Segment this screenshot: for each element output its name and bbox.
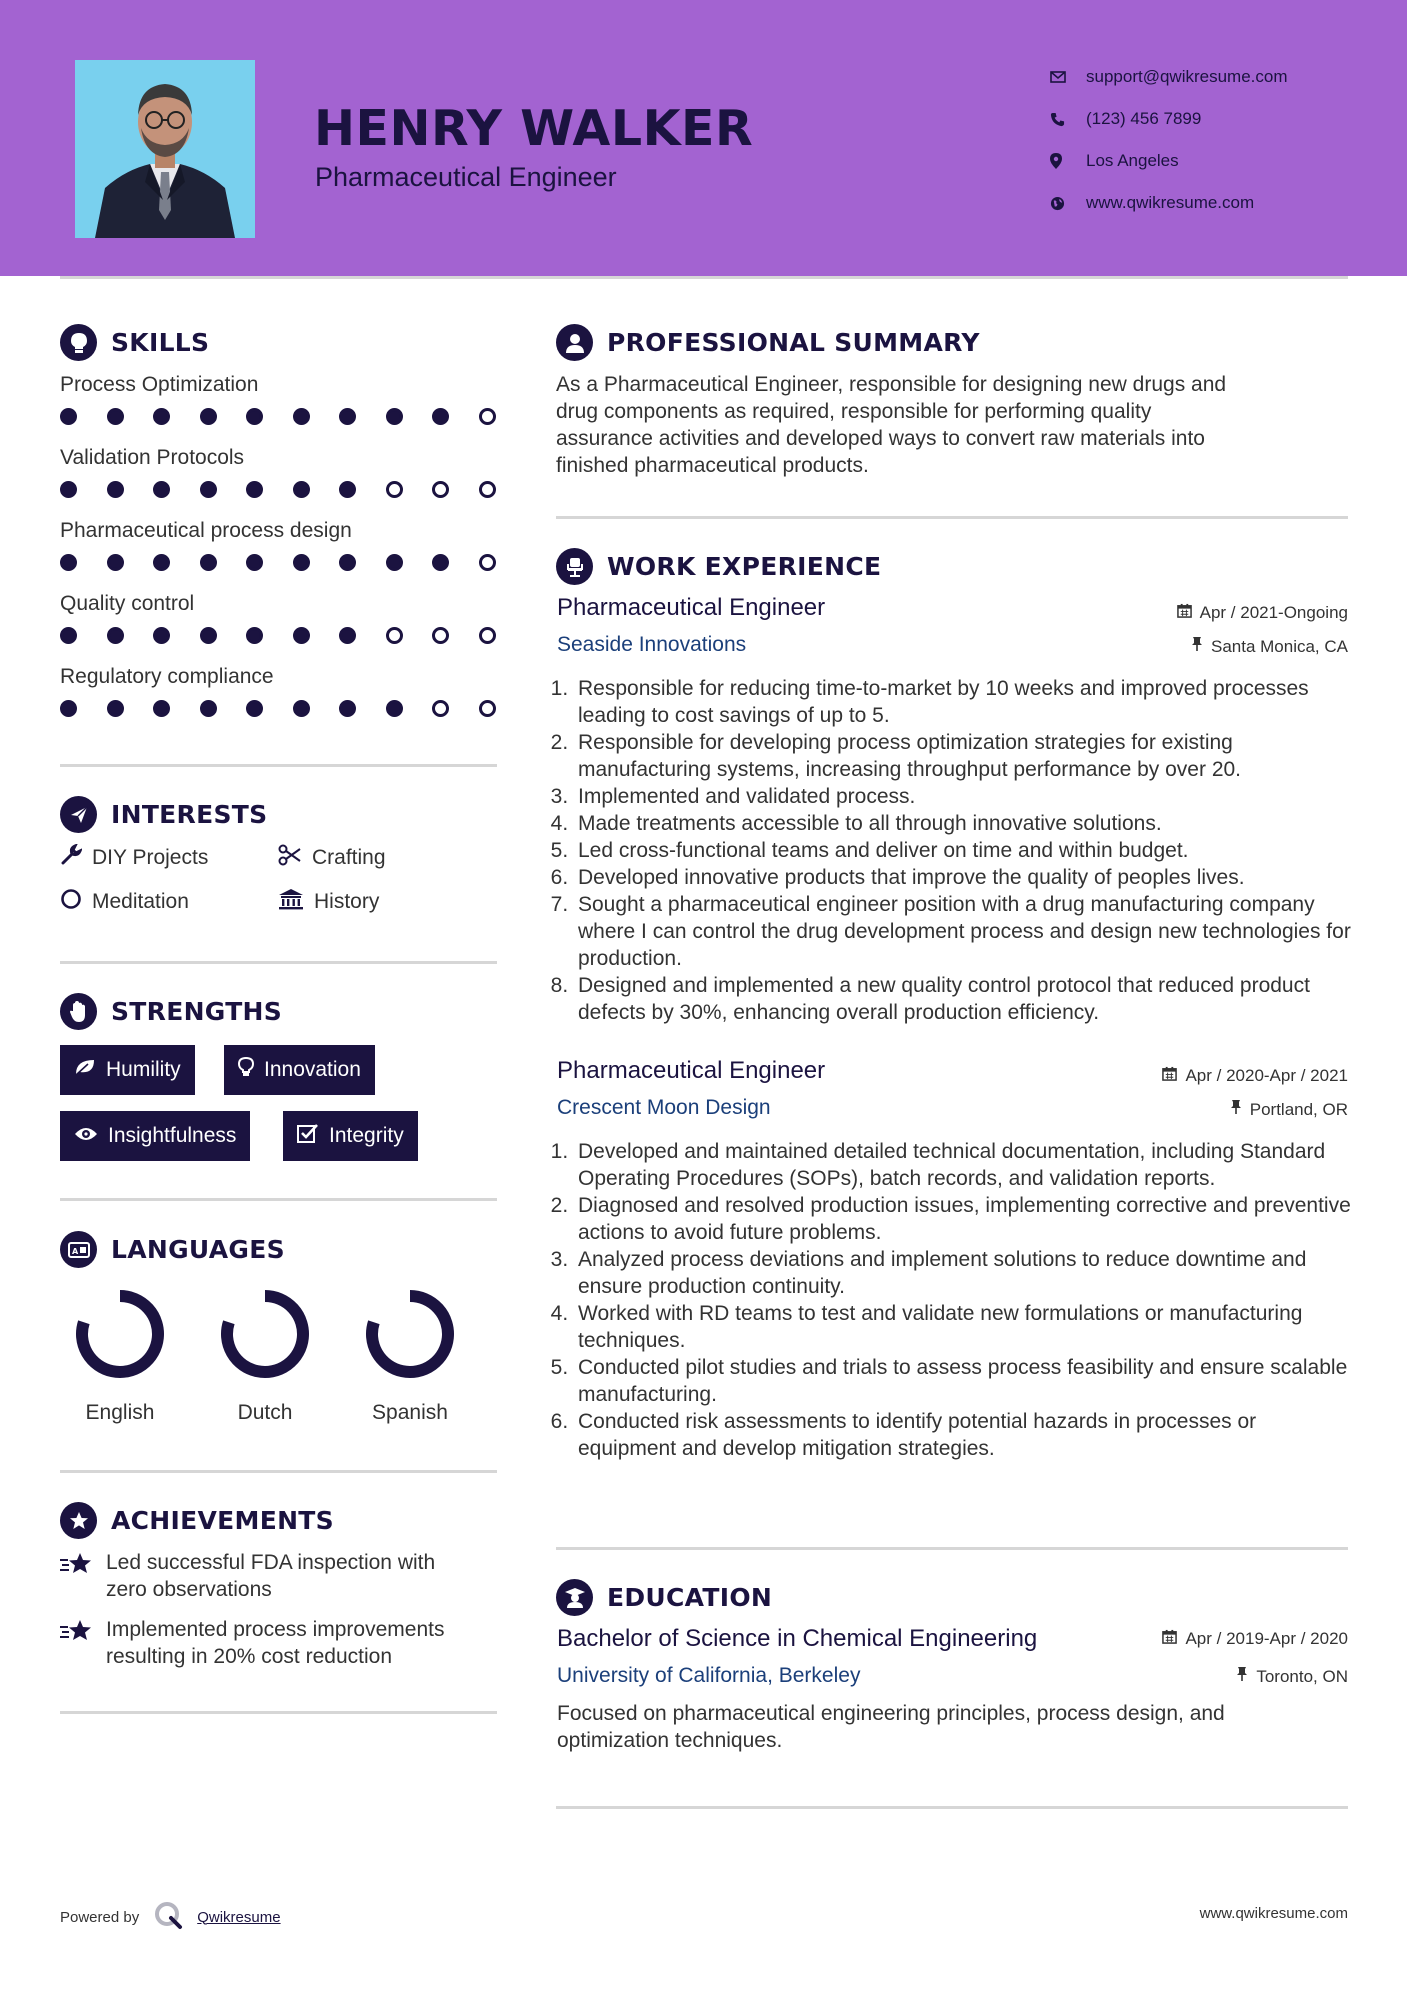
list-item: 6. Conducted risk assessments to identify potential hazards in processes or equipment and develop mitigation strategies. — [574, 1408, 1356, 1462]
interest-item: Meditation — [60, 888, 189, 916]
calendar-icon — [1162, 1629, 1177, 1649]
list-item: 1. Developed and maintained detailed technical documentation, including Standard Operating Procedures (SOPs), batch records, and validation reports. — [574, 1138, 1356, 1192]
skill-rating — [60, 552, 500, 574]
strengths-heading: STRENGTHS — [60, 993, 282, 1030]
interests-heading: INTERESTS — [60, 796, 267, 833]
summary-heading: PROFESSIONAL SUMMARY — [556, 324, 980, 361]
skills-heading: SKILLS — [60, 324, 209, 361]
rating-dot-filled — [293, 554, 310, 571]
rating-dot-filled — [60, 554, 77, 571]
skill-label: Quality control — [60, 592, 195, 615]
job-location: Portland, OR — [1230, 1099, 1348, 1120]
rating-dot-filled — [153, 700, 170, 717]
rating-dot-empty — [432, 481, 449, 498]
skill-rating — [60, 479, 500, 501]
rating-dot-filled — [246, 481, 263, 498]
section-divider — [60, 1198, 497, 1201]
list-item: 5. Conducted pilot studies and trials to assess process feasibility and ensure scalable manufacturing. — [574, 1354, 1356, 1408]
rating-dot-filled — [107, 627, 124, 644]
contact-location — [1050, 140, 1288, 182]
rating-dot-empty — [432, 700, 449, 717]
education-school: University of California, Berkeley — [557, 1664, 861, 1687]
skill-label: Process Optimization — [60, 373, 259, 396]
phone-icon — [1050, 112, 1086, 127]
language-label: Dutch — [237, 1401, 293, 1424]
rating-dot-filled — [339, 627, 356, 644]
hand-icon — [60, 993, 97, 1030]
rating-dot-filled — [246, 554, 263, 571]
pushpin-icon — [1236, 1666, 1248, 1687]
rating-dot-filled — [200, 627, 217, 644]
rating-dot-filled — [107, 481, 124, 498]
rating-dot-empty — [479, 408, 496, 425]
footer-powered-by: Powered by Qwikresume — [60, 1900, 281, 1934]
rating-dot-filled — [386, 554, 403, 571]
section-divider — [556, 1806, 1348, 1809]
job-role: Pharmaceutical Engineer — [557, 594, 826, 621]
rating-dot-empty — [479, 627, 496, 644]
list-item: 5. Led cross-functional teams and deliver on time and within budget. — [574, 837, 1356, 864]
language-gauge — [217, 1286, 313, 1382]
rating-dot-filled — [386, 700, 403, 717]
gauge-arc — [372, 1296, 448, 1372]
contact-website[interactable] — [1050, 182, 1288, 224]
rating-dot-filled — [153, 408, 170, 425]
rating-dot-filled — [293, 700, 310, 717]
graduate-icon — [556, 1579, 593, 1616]
education-degree: Bachelor of Science in Chemical Engineering — [557, 1625, 1038, 1652]
footer-url[interactable]: www.qwikresume.com — [1199, 1905, 1348, 1922]
star-badge-icon — [60, 1502, 97, 1539]
rating-dot-filled — [246, 700, 263, 717]
scissors-icon — [278, 844, 302, 872]
skill-label: Validation Protocols — [60, 446, 245, 469]
language-item — [205, 1286, 325, 1425]
section-divider — [60, 1711, 497, 1714]
header-divider — [60, 276, 1348, 279]
rating-dot-filled — [386, 408, 403, 425]
rating-dot-empty — [479, 481, 496, 498]
contact-email-text: support@qwikresume.com — [1086, 67, 1288, 86]
rating-dot-filled — [153, 481, 170, 498]
education-dates: Apr / 2019-Apr / 2020 — [1162, 1629, 1348, 1649]
rating-dot-filled — [60, 408, 77, 425]
star-icon — [60, 1549, 94, 1603]
museum-icon — [278, 888, 304, 916]
rating-dot-empty — [432, 627, 449, 644]
lightbulb-icon — [238, 1057, 254, 1083]
pushpin-icon — [1191, 636, 1203, 657]
section-divider — [556, 1547, 1348, 1550]
skill-item — [60, 445, 500, 501]
strength-tag: Innovation — [224, 1045, 375, 1095]
candidate-title: Pharmaceutical Engineer — [315, 162, 617, 192]
rating-dot-filled — [200, 408, 217, 425]
envelope-icon — [1050, 71, 1086, 83]
strength-tag: Insightfulness — [60, 1111, 250, 1161]
gauge-arc — [82, 1296, 158, 1372]
office-chair-icon — [556, 548, 593, 585]
rating-dot-filled — [432, 408, 449, 425]
rating-dot-filled — [246, 627, 263, 644]
rating-dot-filled — [293, 627, 310, 644]
skill-item — [60, 591, 500, 647]
list-item: 4. Made treatments accessible to all through innovative solutions. — [574, 810, 1356, 837]
candidate-name: HENRY WALKER — [314, 100, 754, 157]
achievements-heading: ACHIEVEMENTS — [60, 1502, 334, 1539]
rating-dot-filled — [339, 408, 356, 425]
rating-dot-filled — [432, 554, 449, 571]
user-icon — [556, 324, 593, 361]
list-item: 3. Analyzed process deviations and implement solutions to reduce downtime and ensure production continuity. — [574, 1246, 1356, 1300]
education-description: Focused on pharmaceutical engineering principles, process design, and optimization techniques. — [557, 1702, 1225, 1752]
rating-dot-filled — [200, 700, 217, 717]
resume-header — [0, 0, 1407, 276]
achievement-item: Led successful FDA inspection with zero observations — [60, 1549, 510, 1603]
section-divider — [60, 961, 497, 964]
calendar-icon — [1162, 1066, 1177, 1086]
job-dates: Apr / 2021-Ongoing — [1177, 603, 1348, 623]
list-item: 1. Responsible for reducing time-to-market by 10 weeks and improved processes leading to cost savings of up to 5. — [574, 675, 1356, 729]
rating-dot-filled — [60, 481, 77, 498]
job-location: Santa Monica, CA — [1191, 636, 1348, 657]
skill-rating — [60, 625, 500, 647]
circle-icon — [60, 888, 82, 916]
calendar-icon — [1177, 603, 1192, 623]
experience-heading: WORK EXPERIENCE — [556, 548, 881, 585]
contact-phone-text: (123) 456 7899 — [1086, 109, 1202, 128]
list-item: 3. Implemented and validated process. — [574, 783, 1356, 810]
contact-website-text: www.qwikresume.com — [1086, 193, 1255, 212]
list-item: 6. Developed innovative products that improve the quality of peoples lives. — [574, 864, 1356, 891]
checkbox-icon — [297, 1123, 319, 1149]
language-item — [60, 1286, 180, 1425]
rating-dot-filled — [339, 700, 356, 717]
rating-dot-filled — [200, 481, 217, 498]
interest-item: History — [278, 888, 379, 916]
job-duties — [556, 675, 1356, 1026]
rating-dot-filled — [107, 554, 124, 571]
rating-dot-filled — [293, 408, 310, 425]
rating-dot-filled — [246, 408, 263, 425]
rating-dot-filled — [60, 627, 77, 644]
strength-tag: Integrity — [283, 1111, 418, 1161]
contact-email[interactable] — [1050, 56, 1288, 98]
rating-dot-filled — [107, 700, 124, 717]
skill-label: Regulatory compliance — [60, 665, 274, 688]
interest-item: DIY Projects — [60, 844, 208, 872]
section-divider — [60, 764, 497, 767]
language-gauge — [72, 1286, 168, 1382]
education-location: Toronto, ON — [1236, 1666, 1348, 1687]
globe-icon — [1050, 196, 1086, 211]
contact-list — [1050, 56, 1288, 224]
rating-dot-empty — [479, 700, 496, 717]
rating-dot-empty — [386, 481, 403, 498]
svg-text:A: A — [71, 1246, 78, 1256]
education-heading: EDUCATION — [556, 1579, 772, 1616]
job-role: Pharmaceutical Engineer — [557, 1057, 826, 1084]
star-icon — [60, 1616, 94, 1670]
qwikresume-logo-icon — [153, 1900, 183, 1934]
interest-item: Crafting — [278, 844, 386, 872]
rating-dot-empty — [386, 627, 403, 644]
list-item: 7. Sought a pharmaceutical engineer position with a drug manufacturing company where I can control the drug development process and design new technologies for production. — [574, 891, 1356, 972]
list-item: 2. Responsible for developing process optimization strategies for existing manufacturing systems, increasing throughput performance by over 20. — [574, 729, 1356, 783]
rating-dot-filled — [339, 481, 356, 498]
achievement-item: Implemented process improvements resulting in 20% cost reduction — [60, 1616, 510, 1670]
rating-dot-filled — [339, 554, 356, 571]
language-label: English — [85, 1401, 155, 1424]
pushpin-icon — [1230, 1099, 1242, 1120]
rating-dot-filled — [200, 554, 217, 571]
eye-icon — [74, 1124, 98, 1148]
rating-dot-filled — [107, 408, 124, 425]
list-item: 4. Worked with RD teams to test and validate new formulations or manufacturing techniques. — [574, 1300, 1356, 1354]
job-company: Crescent Moon Design — [557, 1096, 771, 1119]
profile-photo — [75, 60, 255, 238]
rating-dot-filled — [153, 627, 170, 644]
summary-text: As a Pharmaceutical Engineer, responsible for designing new drugs and drug components as required, responsible for performing quality assurance activities and developed ways to convert raw materials into finished pharmaceutical products. — [556, 373, 1227, 477]
rating-dot-filled — [293, 481, 310, 498]
lightbulb-icon — [60, 324, 97, 361]
job-duties — [556, 1138, 1356, 1462]
skill-rating — [60, 406, 500, 428]
skill-item — [60, 664, 500, 720]
job-company: Seaside Innovations — [557, 633, 747, 656]
language-gauge — [362, 1286, 458, 1382]
leaf-icon — [74, 1058, 96, 1082]
section-divider — [556, 516, 1348, 519]
map-pin-icon — [1050, 153, 1086, 169]
job-dates: Apr / 2020-Apr / 2021 — [1162, 1066, 1348, 1086]
skill-rating — [60, 698, 500, 720]
languages-heading: A LANGUAGES — [60, 1231, 285, 1268]
list-item: 8. Designed and implemented a new quality control protocol that reduced product defects by 30%, enhancing overall production efficiency. — [574, 972, 1356, 1026]
language-item — [350, 1286, 470, 1425]
strength-tag: Humility — [60, 1045, 195, 1095]
skill-item — [60, 518, 500, 574]
paper-plane-icon — [60, 796, 97, 833]
list-item: 2. Diagnosed and resolved production issues, implementing corrective and preventive actions to avoid future problems. — [574, 1192, 1356, 1246]
qwikresume-link[interactable]: Qwikresume — [197, 1908, 281, 1926]
skill-label: Pharmaceutical process design — [60, 519, 352, 542]
rating-dot-filled — [60, 700, 77, 717]
contact-location-text: Los Angeles — [1086, 151, 1179, 170]
contact-phone[interactable] — [1050, 98, 1288, 140]
wrench-icon — [60, 844, 82, 872]
rating-dot-empty — [479, 554, 496, 571]
language-label: Spanish — [372, 1401, 448, 1424]
rating-dot-filled — [153, 554, 170, 571]
gauge-arc — [227, 1296, 303, 1372]
language-icon — [60, 1231, 97, 1268]
section-divider — [60, 1470, 497, 1473]
skill-item — [60, 372, 500, 428]
